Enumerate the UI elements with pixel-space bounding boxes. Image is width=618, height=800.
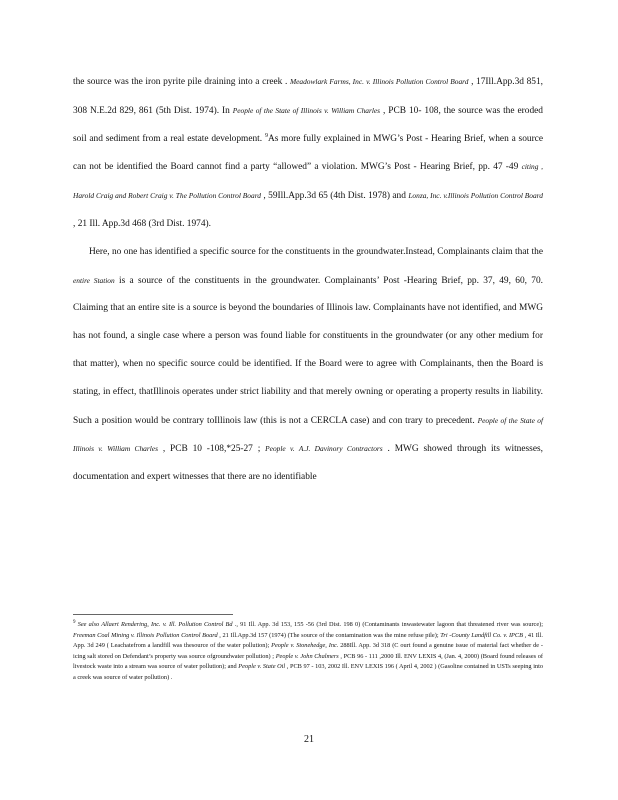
text-segment: , 21 Ill. App.3d 468 (3rd Dist. 1974). [73, 218, 212, 229]
text-segment: , 41 Ill. App. 3d 249 ( Leachatefrom a landfill was thesource of the water pollution); [73, 631, 543, 650]
footnote-9 [73, 620, 543, 684]
case-citation: People v. Stonehedge, Inc. [271, 642, 339, 650]
body-text [73, 68, 543, 492]
paragraph-1 [73, 68, 543, 239]
paragraph-2 [73, 239, 543, 492]
case-citation: Freeman Coal Mining v. Illinois Pollution Control Board [73, 631, 218, 639]
text-segment: ., 91 Ill. App. 3d 153, 155 -56 (3rd Dist. 198 0) (Contaminants inwastewater lagoon that threatened river was source); [232, 621, 543, 628]
case-citation: People v. State Oil [238, 663, 286, 671]
case-citation: People of the State of Illinois v. William Charles [73, 415, 543, 454]
case-citation: People v. A.J. Davinory Contractors [265, 444, 383, 454]
text-segment: Here, no one has identified a specific source for the constituents in the groundwater.Instead, Complainants claim that the [89, 246, 543, 257]
case-citation: Lonza, Inc. v.Illinois Pollution Control Board [408, 191, 543, 201]
case-citation: People v. John Chalmers [275, 652, 339, 660]
case-citation: Tri -County Landfill Co. v. IPCB [440, 631, 523, 639]
footnote-reference[interactable]: 9 [264, 132, 268, 139]
text-segment: , PCB 10 -108,*25-27 ; [157, 444, 266, 455]
text-segment: , 21 Ill.App.3d 157 (1974) (The source of the contamination was the mine refuse pile); [217, 631, 441, 639]
text-segment: , PCB 96 - 111 ,2000 Ill. ENV LEXIS 4, (Jan. 4, 2000) (Board found releases of livestock waste into a stream was source of water pollution); and [73, 652, 543, 671]
text-segment: the source was the iron pyrite pile draining into a creek . [73, 77, 290, 87]
text-segment: , PCB 10- 108, the source was the eroded soil and sediment from a real estate development. [73, 105, 543, 144]
case-citation: People of the State of Illinois v. William Charles [232, 105, 381, 115]
case-citation: See also Allaert Rendering, Inc. v. Ill. Pollution Control Bd [77, 621, 233, 628]
case-citation: citing , Harold Craig and Robert Craig v. The Pollution Control Board [73, 162, 543, 201]
text-segment: 288Ill. App. 3d 318 (C ourt found a genuine issue of material fact whether de -icing salt stored on Defendant’s property was source ofgroundwater pollution) ; [73, 642, 543, 660]
text-segment: As more fully explained in MWG’s Post - Hearing Brief, when a source can not be identified the Board cannot find a party “allowed” a violation. MWG’s Post - Hearing Brief, pp. 47 -49 [73, 133, 544, 173]
emphasis: entire Station [73, 275, 115, 285]
text-segment: . MWG showed through its witnesses, documentation and expert witnesses that there are no identifiable [73, 444, 543, 483]
page-number: 21 [304, 734, 314, 745]
text-segment: , 59Ill.App.3d 65 (4th Dist. 1978) and [261, 191, 409, 202]
footnote-number: 9 [73, 619, 76, 625]
footnote-divider [73, 614, 233, 615]
text-segment: is a source of the constituents in the groundwater. Complainants’ Post -Hearing Brief, pp. 37, 49, 60, 70. Claiming that an entire site is a source is beyond the boundaries of Illinois law. Complainants have not identified, and MWG has not found, a single case where a person was found liable for constituents in the groundwater (or any other medium for that matter), when no specific source could be identified. If the Board were to agree with Complainants, then the Board is stating, in effect, thatIllinois operates under strict liability and that merely owning or operating a property results in liability. Such a position would be contrary toIllinois law (this is not a CERCLA case) and con trary to precedent. [73, 275, 543, 426]
case-citation: Meadowlark Farms, Inc. v. Illinois Pollution Control Board [289, 77, 469, 86]
text-segment: , PCB 97 - 103, 2002 Ill. ENV LEXIS 196 ( April 4, 2002 ) (Gasoline contained in USTs seeping into a creek was source of water pollution) . [73, 663, 543, 681]
text-segment: , 17Ill.App.3d 851, 308 N.E.2d 829, 861 (5th Dist. 1974). In [73, 77, 543, 116]
